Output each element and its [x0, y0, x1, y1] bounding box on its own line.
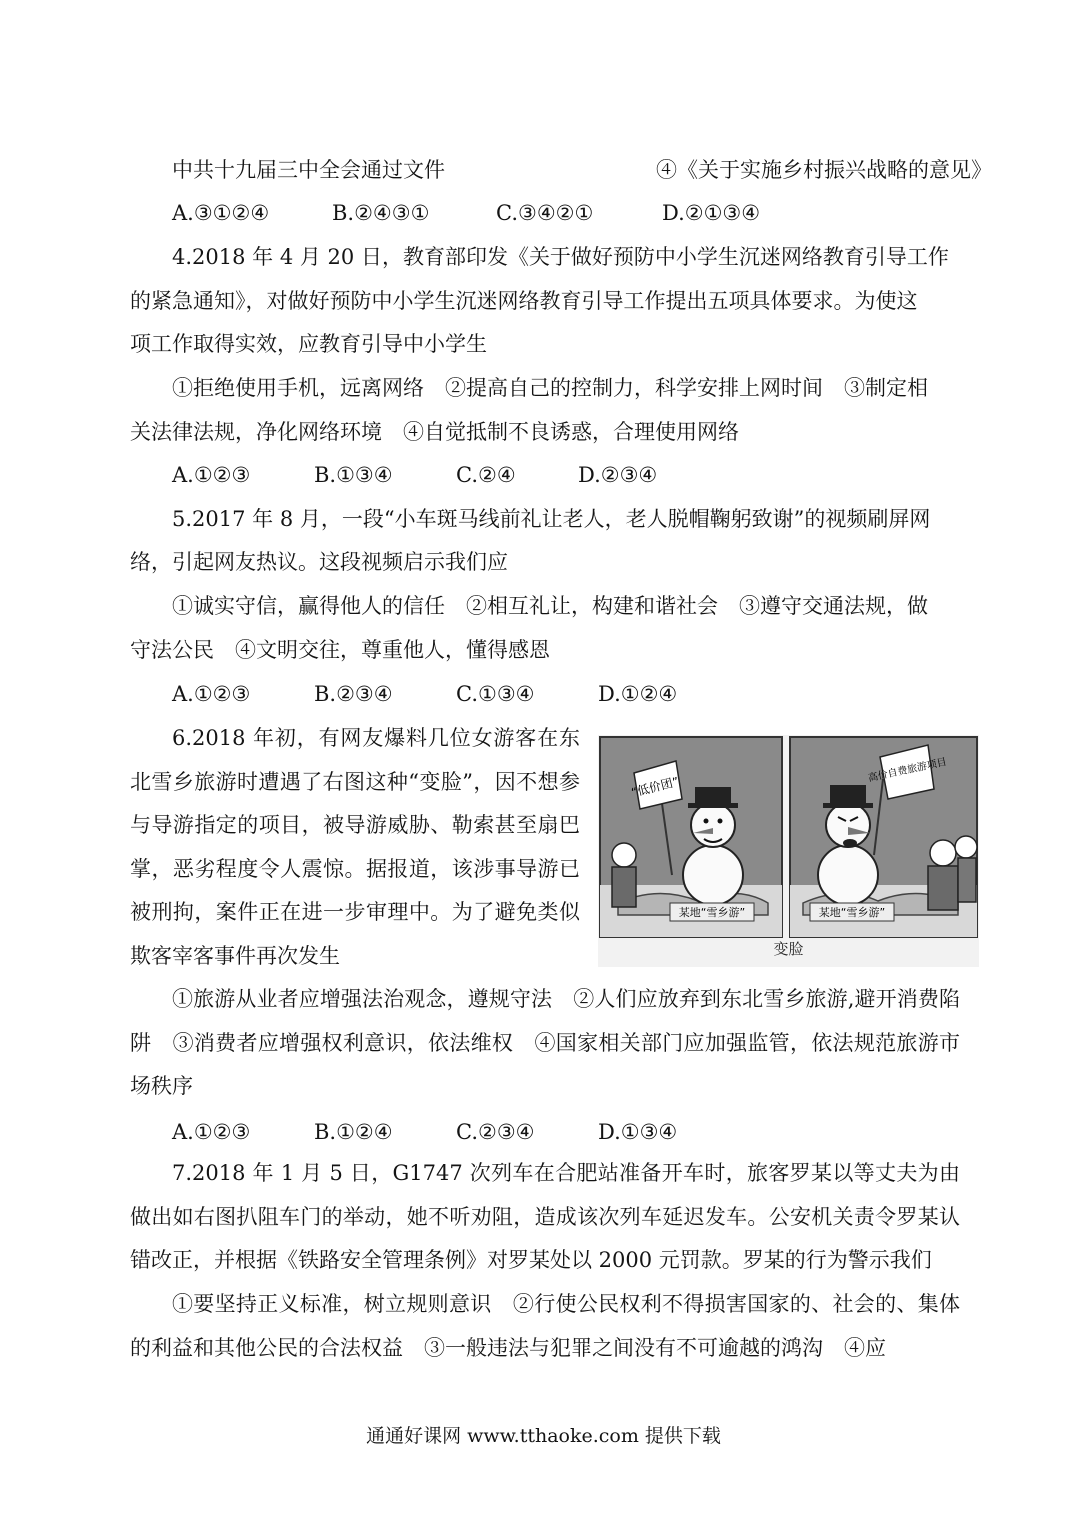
q7-choices-block [130, 1283, 960, 1370]
q4-stem-2: 的紧急通知》，对做好预防中小学生沉迷网络教育引导工作提出五项具体要求。为使这 [130, 289, 918, 313]
q3-option-c: C.③④②① [496, 201, 594, 225]
q4-option-a: A.①②③ [172, 463, 251, 487]
q7-stem: 7.2018 年 1 月 5 日，G1747 次列车在合肥站准备开车时，旅客罗某以等丈夫为由做出如右图扒阻车门的举动，她不听劝阻，造成该次列车延迟发车。公安机关责令罗某认错改正，并根据《铁路安全管理条例》对罗某处以 2000 元罚款。罗某的行为警示我们 [130, 1161, 960, 1272]
q5-choices-1: ①诚实守信，赢得他人的信任 ②相互礼让，构建和谐社会 ③遵守交通法规，做 [172, 594, 928, 618]
cartoon-illustration [598, 735, 979, 967]
q4-option-d: D.②③④ [578, 463, 658, 487]
q4-choices-2: 关法律法规，净化网络环境 ④自觉抵制不良诱惑，合理使用网络 [130, 420, 739, 444]
q5-choices-2: 守法公民 ④文明交往，尊重他人，懂得感恩 [130, 638, 550, 662]
q5-stem-1: 5.2017 年 8 月，一段“小车斑马线前礼让老人，老人脱帽鞠躬致谢”的视频刷屏网 [172, 507, 931, 531]
figure-caption: 变脸 [773, 940, 804, 958]
q3-option-d: D.②①③④ [662, 201, 761, 225]
q4-stem-1: 4.2018 年 4 月 20 日，教育部印发《关于做好预防中小学生沉迷网络教育引导工作 [172, 245, 949, 269]
q5-options [172, 680, 677, 708]
q3-line-right: ④《关于实施乡村振兴战略的意见》 [656, 158, 992, 182]
right-sign-text: 某地“雪乡游” [818, 906, 886, 919]
q6-options [172, 1118, 677, 1146]
q5-option-c: C.①③④ [456, 682, 535, 706]
q4-options [172, 461, 657, 489]
q4-option-c: C.②④ [456, 463, 516, 487]
q7-choices: ①要坚持正义标准，树立规则意识 ②行使公民权利不得损害国家的、社会的、集体的利益和其他公民的合法权益 ③一般违法与犯罪之间没有不可逾越的鸿沟 ④应 [130, 1292, 960, 1360]
q4-choices-1: ①拒绝使用手机，远离网络 ②提高自己的控制力，科学安排上网时间 ③制定相 [172, 376, 928, 400]
q6-choices-block [130, 978, 960, 1109]
q3-option-a: A.③①②④ [172, 201, 270, 225]
q6-stem: 6.2018 年初，有网友爆料几位女游客在东北雪乡旅游时遭遇了右图这种“变脸”，因不想参与导游指定的项目，被导游威胁、勒索甚至扇巴掌，恶劣程度令人震惊。据报道，该涉事导游已被刑拘，案件正在进一步审理中。为了避免类似欺客宰客事件再次发生 [130, 726, 580, 968]
q6-option-d: D.①③④ [598, 1120, 678, 1144]
q6-option-b: B.①②④ [314, 1120, 393, 1144]
q3-line-left: 中共十九届三中全会通过文件 [172, 158, 445, 182]
q6-option-a: A.①②③ [172, 1120, 251, 1144]
q6-choices: ①旅游从业者应增强法治观念，遵规守法 ②人们应放弃到东北雪乡旅游,避开消费陷阱 ③消费者应增强权利意识，依法维权 ④国家相关部门应加强监管，依法规范旅游市场秩序 [130, 987, 960, 1098]
q7-stem-block [130, 1152, 960, 1283]
q4-option-b: B.①③④ [314, 463, 393, 487]
q3-option-b: B.②④③① [332, 201, 430, 225]
q5-stem-2: 络，引起网友热议。这段视频启示我们应 [130, 550, 508, 574]
q6-stem-block [130, 717, 580, 978]
q5-option-a: A.①②③ [172, 682, 251, 706]
q4-stem-3: 项工作取得实效，应教育引导中小学生 [130, 332, 487, 356]
cartoon-figure [598, 735, 979, 967]
left-flag-text: “低价团” [629, 774, 681, 800]
q3-options [172, 199, 760, 227]
page-footer: 通通好课网 www.tthaoke.com 提供下载 [366, 1425, 721, 1447]
left-sign-text: 某地“雪乡游” [678, 906, 746, 919]
right-flag-text: 高价自费旅游项目 [867, 756, 948, 785]
q6-option-c: C.②③④ [456, 1120, 535, 1144]
q5-option-b: B.②③④ [314, 682, 393, 706]
q5-option-d: D.①②④ [598, 682, 678, 706]
